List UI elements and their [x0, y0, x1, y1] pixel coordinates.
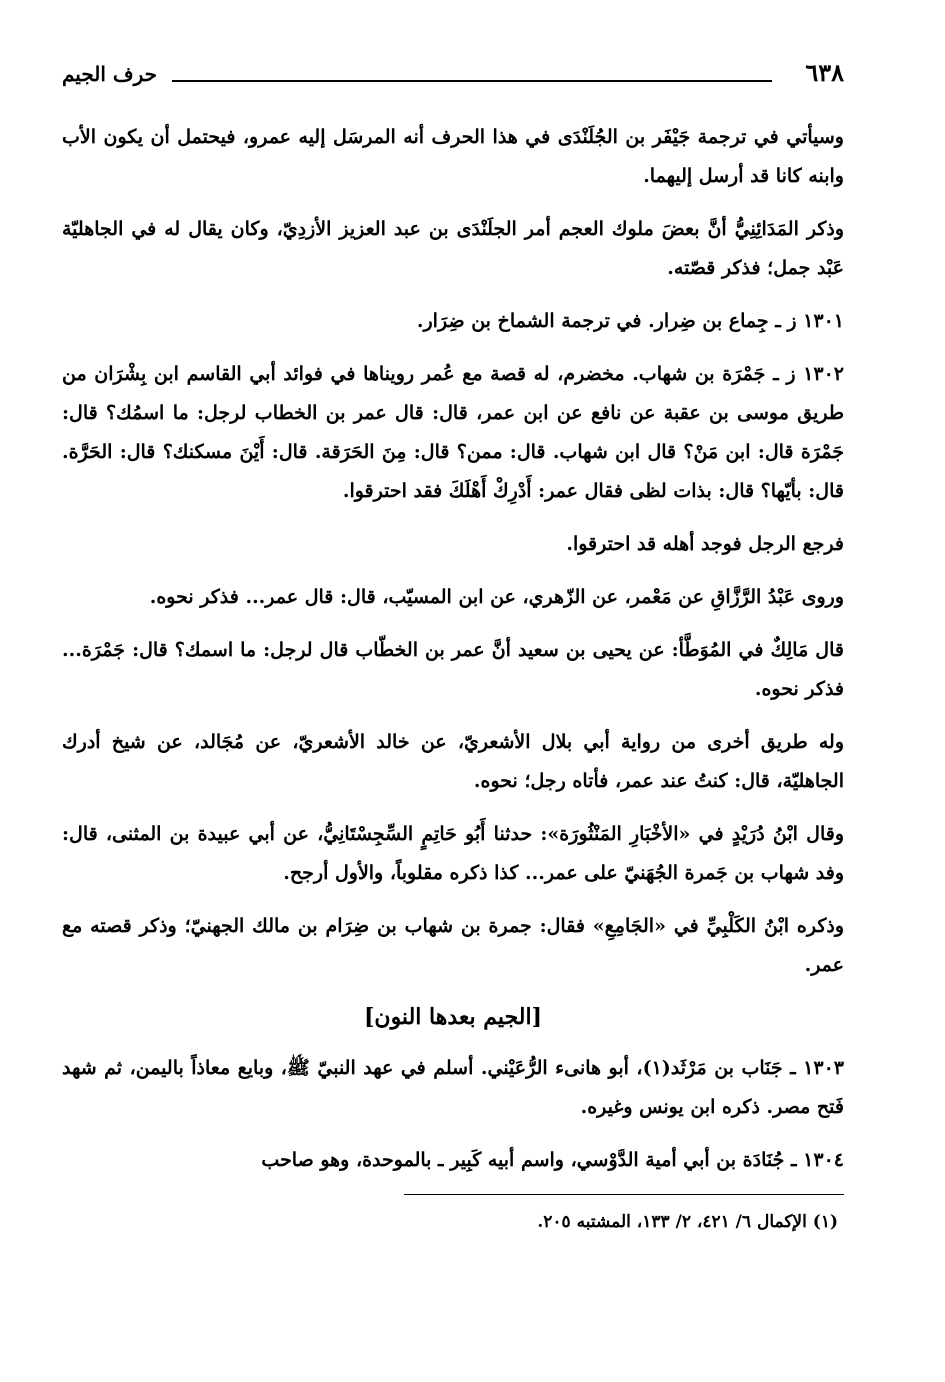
- paragraph: وروى عَبْدُ الرَّزَّاقِ عن مَعْمر، عن الزّهري، عن ابن المسيّب، قال: قال عمر... فذكر نحوه.: [149, 586, 844, 608]
- footnote-rule: [404, 1194, 844, 1195]
- paragraph: وذكر المَدَائِنِيُّ أنَّ بعضَ ملوك العجم أمر الجلَنْدَى بن عبد العزيز الأزدِيّ، وكان يقال له في الجاهليّة عَبْد جمل؛ فذكر قصّته.: [62, 218, 844, 279]
- section-heading: [الجيم بعدها النون]: [364, 1004, 542, 1030]
- entry-1303: ١٣٠٣ ـ جَنَاب بن مَرْثَد(١)، أبو هانىء الرُّعَيْني. أسلم في عهد النبيّ ﷺ، وبايع معاذاً باليمن، ثم شهد فَتح مصر. ذكره ابن يونس وغيره.: [62, 1057, 844, 1118]
- paragraph: وذكره ابْنُ الكَلْبِيِّ في «الجَامِعِ» فقال: جمرة بن شهاب بن ضِرَام بن مالك الجهنيّ؛ وذكر قصته مع عمر.: [62, 915, 844, 976]
- entry-1302: ١٣٠٢ ز ـ جَمْرَة بن شهاب. مخضرم، له قصة مع عُمر رويناها في فوائد أبي القاسم ابن بِشْرَان من طريق موسى بن عقبة عن نافع عن ابن عمر، قال: قال عمر بن الخطاب لرجل: ما اسمُك؟ قال: جَمْرَة قال: ابن مَنْ؟ قال ابن شهاب. قال: ممن؟ قال: مِنَ الحَرَقة. قال: أَيْنَ مسكنك؟ قال: الحَرَّة. قال: بأيّها؟ قال: بذات لظى فقال عمر: أَدْرِكْ أَهْلَكَ فقد احترقوا.: [62, 363, 844, 502]
- header-rule: [172, 80, 772, 82]
- paragraph: فرجع الرجل فوجد أهله قد احترقوا.: [566, 533, 844, 555]
- paragraph: قال مَالِكٌ في المُوَطَّأ: عن يحيى بن سعيد أنَّ عمر بن الخطّاب قال لرجل: ما اسمك؟ قال: جَمْرَة... فذكر نحوه.: [62, 639, 844, 700]
- entry-1301: ١٣٠١ ز ـ جِماع بن ضِرار. في ترجمة الشماخ بن ضِرَار.: [416, 310, 844, 332]
- paragraph: وقال ابْنُ دُرَيْدٍ في «الأخْبَارِ المَنْثُورَة»: حدثنا أَبُو حَاتِمٍ السِّجِسْتَانِيُّ، عن أبي عبيدة بن المثنى، قال: وفد شهاب بن جَمرة الجُهَنيّ على عمر... كذا ذكره مقلوباً، والأول أرجح.: [62, 823, 844, 884]
- page-header: [62, 50, 844, 94]
- paragraph: وله طريق أخرى من رواية أبي بلال الأشعريّ، عن خالد الأشعريّ، عن مُجَالد، عن شيخ أدرك الجاهليّة، قال: كنتُ عند عمر، فأتاه رجل؛ نحوه.: [62, 731, 844, 792]
- body-text: [62, 118, 844, 1237]
- book-page: [62, 50, 844, 1237]
- page-number: ٦٣٨: [805, 58, 844, 87]
- paragraph: وسيأتي في ترجمة جَيْفَر بن الجُلَنْدَى في هذا الحرف أنه المرسَل إليه عمرو، فيحتمل أن يكون الأب وابنه كانا قد أرسل إليهما.: [62, 126, 844, 187]
- footnote: (١) الإكمال ٦/ ٤٢١، ٢/ ١٣٣، المشتبه ٢٠٥.: [537, 1212, 838, 1232]
- running-title: حرف الجيم: [62, 62, 157, 86]
- entry-1304: ١٣٠٤ ـ جُنَادَة بن أبي أمية الدَّوْسي، واسم أبيه كَبِير ـ بالموحدة، وهو صاحب: [261, 1149, 844, 1171]
